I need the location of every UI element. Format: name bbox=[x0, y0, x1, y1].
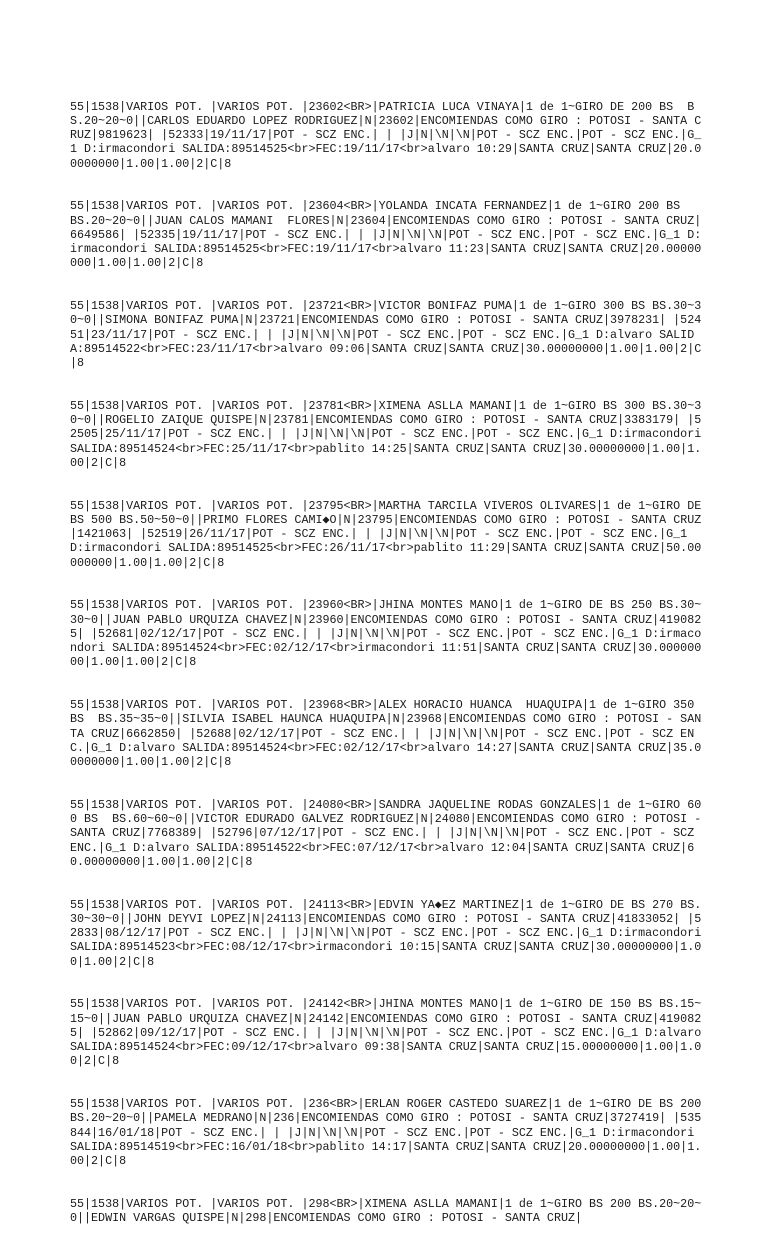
record-line-11: 55|1538|VARIOS POT. |VARIOS POT. |236<BR>|ERLAN ROGER CASTEDO SUAREZ|1 de 1~GIRO DE BS 200 BS.20~20~0||PAMELA MEDRANO|N|236|ENCOMIENDAS COMO GIRO : POTOSI - SANTA CRUZ|3727419| |535844|16/01/18|POT - SCZ ENC.| | |J|N|\N|\N|POT - SCZ ENC.|POT - SCZ ENC.|G_1 D:irmacondori SALIDA:89514519<br>FEC:16/01/18<br>pablito 14:17|SANTA CRUZ|SANTA CRUZ|20.00000000|1.00|1.00|2|C|8 bbox=[70, 1097, 709, 1168]
record-line-2: 55|1538|VARIOS POT. |VARIOS POT. |23604<BR>|YOLANDA INCATA FERNANDEZ|1 de 1~GIRO 200 BS BS.20~20~0||JUAN CALOS MAMANI FLORES|N|23604|ENCOMIENDAS COMO GIRO : POTOSI - SANTA CRUZ|6649586| |52335|19/11/17|POT - SCZ ENC.| | |J|N|\N|\N|POT - SCZ ENC.|POT - SCZ ENC.|G_1 D:irmacondori SALIDA:89514525<br>FEC:19/11/17<br>alvaro 11:23|SANTA CRUZ|SANTA CRUZ|20.00000000|1.00|1.00|2|C|8 bbox=[70, 199, 702, 271]
record-line-12: 55|1538|VARIOS POT. |VARIOS POT. |298<BR>|XIMENA ASLLA MAMANI|1 de 1~GIRO BS 200 BS.20~20~0||EDWIN VARGAS QUISPE|N|298|ENCOMIENDAS COMO GIRO : POTOSI - SANTA CRUZ| bbox=[70, 1196, 702, 1225]
record-line-3: 55|1538|VARIOS POT. |VARIOS POT. |23721<BR>|VICTOR BONIFAZ PUMA|1 de 1~GIRO 300 BS BS.30~30~0||SIMONA BONIFAZ PUMA|N|23721|ENCOMIENDAS COMO GIRO : POTOSI - SANTA CRUZ|3978231| |52451|23/11/17|POT - SCZ ENC.| | |J|N|\N|\N|POT - SCZ ENC.|POT - SCZ ENC.|G_1 D:alvaro SALIDA:89514522<br>FEC:23/11/17<br>alvaro 09:06|SANTA CRUZ|SANTA CRUZ|30.00000000|1.00|1.00|2|C|8 bbox=[70, 299, 702, 370]
record-line-8: 55|1538|VARIOS POT. |VARIOS POT. |24080<BR>|SANDRA JAQUELINE RODAS GONZALES|1 de 1~GIRO 600 BS BS.60~60~0||VICTOR EDURADO GALVEZ RODRIGUEZ|N|24080|ENCOMIENDAS COMO GIRO : POTOSI - SANTA CRUZ|7768389| |52796|07/12/17|POT - SCZ ENC.| | |J|N|\N|\N|POT - SCZ ENC.|POT - SCZ ENC.|G_1 D:alvaro SALIDA:89514522<br>FEC:07/12/17<br>alvaro 12:04|SANTA CRUZ|SANTA CRUZ|60.00000000|1.00|1.00|2|C|8 bbox=[70, 797, 709, 869]
record-line-9: 55|1538|VARIOS POT. |VARIOS POT. |24113<BR>|EDVIN YA◆EZ MARTINEZ|1 de 1~GIRO DE BS 270 BS.30~30~0||JOHN DEYVI LOPEZ|N|24113|ENCOMIENDAS COMO GIRO : POTOSI - SANTA CRUZ|41833052| |52833|08/12/17|POT - SCZ ENC.| | |J|N|\N|\N|POT - SCZ ENC.|POT - SCZ ENC.|G_1 D:irmacondori SALIDA:89514523<br>FEC:08/12/17<br>irmacondori 10:15|SANTA CRUZ|SANTA CRUZ|30.00000000|1.00|1.00|2|C|8 bbox=[70, 897, 709, 969]
record-listing bbox=[70, 71, 709, 1254]
record-line-5: 55|1538|VARIOS POT. |VARIOS POT. |23795<BR>|MARTHA TARCILA VIVEROS OLIVARES|1 de 1~GIRO DE BS 500 BS.50~50~0||PRIMO FLORES CAMI◆O|N|23795|ENCOMIENDAS COMO GIRO : POTOSI - SANTA CRUZ|1421063| |52519|26/11/17|POT - SCZ ENC.| | |J|N|\N|\N|POT - SCZ ENC.|POT - SCZ ENC.|G_1 D:irmacondori SALIDA:89514525<br>FEC:26/11/17<br>pablito 11:29|SANTA CRUZ|SANTA CRUZ|50.00000000|1.00|1.00|2|C|8 bbox=[70, 498, 709, 570]
record-line-4: 55|1538|VARIOS POT. |VARIOS POT. |23781<BR>|XIMENA ASLLA MAMANI|1 de 1~GIRO BS 300 BS.30~30~0||ROGELIO ZAIQUE QUISPE|N|23781|ENCOMIENDAS COMO GIRO : POTOSI - SANTA CRUZ|3383179| |52505|25/11/17|POT - SCZ ENC.| | |J|N|\N|\N|POT - SCZ ENC.|POT - SCZ ENC.|G_1 D:irmacondori SALIDA:89514524<br>FEC:25/11/17<br>pablito 14:25|SANTA CRUZ|SANTA CRUZ|30.00000000|1.00|1.00|2|C|8 bbox=[70, 398, 709, 470]
record-line-1: 55|1538|VARIOS POT. |VARIOS POT. |23602<BR>|PATRICIA LUCA VINAYA|1 de 1~GIRO DE 200 BS BS.20~20~0||CARLOS EDUARDO LOPEZ RODRIGUEZ|N|23602|ENCOMIENDAS COMO GIRO : POTOSI - SANTA CRUZ|9819623| |52333|19/11/17|POT - SCZ ENC.| | |J|N|\N|\N|POT - SCZ ENC.|POT - SCZ ENC.|G_1 D:irmacondori SALIDA:89514525<br>FEC:19/11/17<br>alvaro 10:29|SANTA CRUZ|SANTA CRUZ|20.00000000|1.00|1.00|2|C|8 bbox=[70, 99, 702, 171]
record-line-10: 55|1538|VARIOS POT. |VARIOS POT. |24142<BR>|JHINA MONTES MANO|1 de 1~GIRO DE 150 BS BS.15~15~0||JUAN PABLO URQUIZA CHAVEZ|N|24142|ENCOMIENDAS COMO GIRO : POTOSI - SANTA CRUZ|4190825| |52862|09/12/17|POT - SCZ ENC.| | |J|N|\N|\N|POT - SCZ ENC.|POT - SCZ ENC.|G_1 D:alvaro SALIDA:89514524<br>FEC:09/12/17<br>alvaro 09:38|SANTA CRUZ|SANTA CRUZ|15.00000000|1.00|1.00|2|C|8 bbox=[70, 997, 709, 1069]
record-line-7: 55|1538|VARIOS POT. |VARIOS POT. |23968<BR>|ALEX HORACIO HUANCA HUAQUIPA|1 de 1~GIRO 350 BS BS.35~35~0||SILVIA ISABEL HAUNCA HUAQUIPA|N|23968|ENCOMIENDAS COMO GIRO : POTOSI - SANTA CRUZ|6662850| |52688|02/12/17|POT - SCZ ENC.| | |J|N|\N|\N|POT - SCZ ENC.|POT - SCZ ENC.|G_1 D:alvaro SALIDA:89514524<br>FEC:02/12/17<br>alvaro 14:27|SANTA CRUZ|SANTA CRUZ|35.00000000|1.00|1.00|2|C|8 bbox=[70, 698, 702, 769]
record-line-6: 55|1538|VARIOS POT. |VARIOS POT. |23960<BR>|JHINA MONTES MANO|1 de 1~GIRO DE BS 250 BS.30~30~0||JUAN PABLO URQUIZA CHAVEZ|N|23960|ENCOMIENDAS COMO GIRO : POTOSI - SANTA CRUZ|4190825| |52681|02/12/17|POT - SCZ ENC.| | |J|N|\N|\N|POT - SCZ ENC.|POT - SCZ ENC.|G_1 D:irmacondori SALIDA:89514524<br>FEC:02/12/17<br>irmacondori 11:51|SANTA CRUZ|SANTA CRUZ|30.00000000|1.00|1.00|2|C|8 bbox=[70, 598, 702, 670]
